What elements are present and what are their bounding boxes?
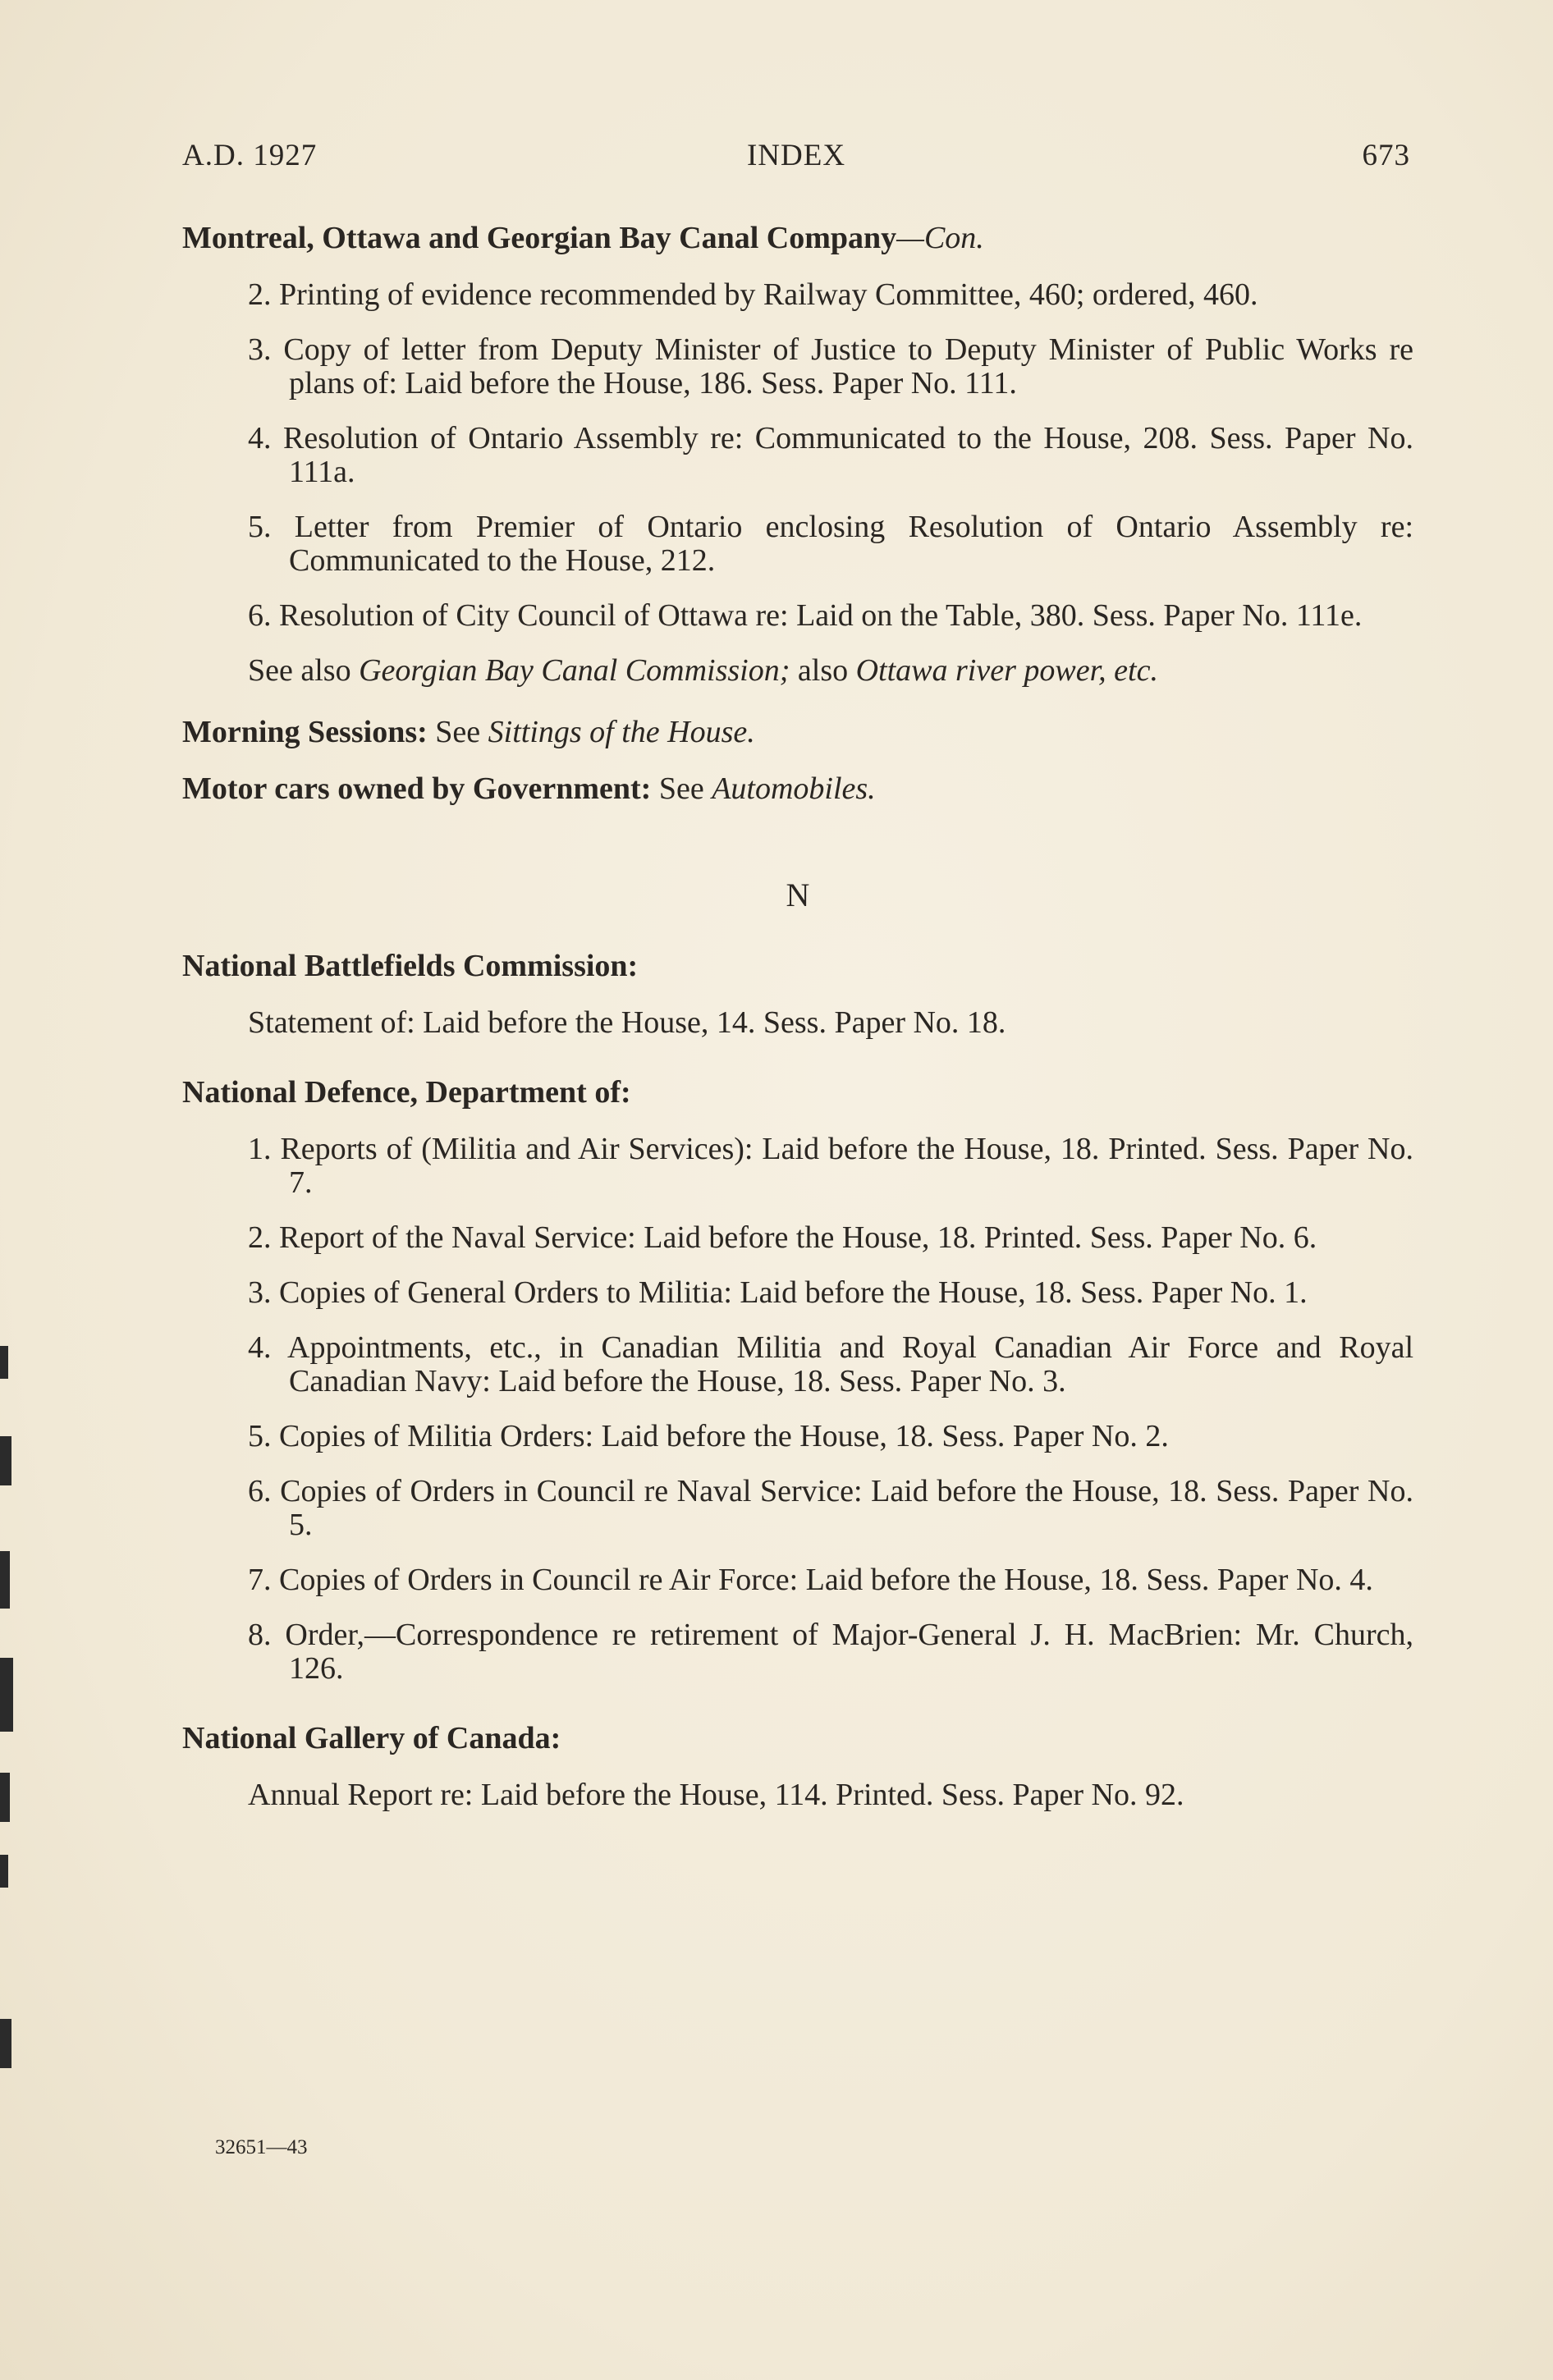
index-entry: 5. Copies of Militia Orders: Laid before the House, 18. Sess. Paper No. 2. — [248, 1419, 1169, 1453]
print-code: 32651—43 — [215, 2136, 308, 2158]
index-entry: 6. Resolution of City Council of Ottawa re: Laid on the Table, 380. Sess. Paper No. 111e. — [248, 598, 1363, 633]
index-entry: 1. Reports of (Militia and Air Services): Laid before the House, 18. Printed. Sess. Paper No. 7. — [248, 1132, 1413, 1200]
index-heading-battlefields: National Battlefields Commission: — [182, 949, 639, 983]
see-also-reference: See also Georgian Bay Canal Commission; also Ottawa river power, etc. — [248, 653, 1158, 688]
index-heading-motor-cars: Motor cars owned by Government: See Automobiles. — [182, 771, 876, 806]
index-content — [182, 222, 1413, 1833]
index-entry: 5. Letter from Premier of Ontario enclosing Resolution of Ontario Assembly re: Communicated to the House, 212. — [248, 510, 1413, 578]
index-entry: 4. Appointments, etc., in Canadian Militia and Royal Canadian Air Force and Royal Canadian Navy: Laid before the House, 18. Sess. Paper No. 3. — [248, 1330, 1413, 1398]
index-heading-national-defence: National Defence, Department of: — [182, 1075, 631, 1110]
index-entry: 6. Copies of Orders in Council re Naval Service: Laid before the House, 18. Sess. Paper No. 5. — [248, 1474, 1413, 1542]
index-entry: 3. Copy of letter from Deputy Minister of Justice to Deputy Minister of Public Works re plans of: Laid before the House, 186. Sess. Paper No. 111. — [248, 332, 1413, 400]
index-entry: 2. Report of the Naval Service: Laid before the House, 18. Printed. Sess. Paper No. 6. — [248, 1220, 1317, 1255]
header-title: INDEX — [746, 139, 846, 172]
page-number: 673 — [1362, 139, 1410, 172]
running-header — [182, 138, 1410, 179]
index-entry: Statement of: Laid before the House, 14. Sess. Paper No. 18. — [248, 1005, 1006, 1040]
index-entry: 3. Copies of General Orders to Militia: Laid before the House, 18. Sess. Paper No. 1. — [248, 1275, 1308, 1310]
index-entry: 4. Resolution of Ontario Assembly re: Communicated to the House, 208. Sess. Paper No. 111a. — [248, 421, 1413, 489]
heading-continued: —Con. — [896, 221, 984, 255]
index-entry: 8. Order,—Correspondence re retirement of Major-General J. H. MacBrien: Mr. Church, 126. — [248, 1618, 1413, 1686]
index-entry: 7. Copies of Orders in Council re Air Force: Laid before the House, 18. Sess. Paper No. 4. — [248, 1563, 1373, 1597]
index-heading-national-gallery: National Gallery of Canada: — [182, 1721, 561, 1755]
section-letter: N — [786, 876, 810, 913]
heading-text: Montreal, Ottawa and Georgian Bay Canal Company — [182, 221, 897, 255]
index-entry: Annual Report re: Laid before the House, 114. Printed. Sess. Paper No. 92. — [248, 1778, 1184, 1812]
header-year: A.D. 1927 — [182, 139, 318, 172]
index-entry: 2. Printing of evidence recommended by Railway Committee, 460; ordered, 460. — [248, 277, 1258, 312]
binding-edge-marks — [0, 1346, 33, 2085]
index-heading-morning-sessions: Morning Sessions: See Sittings of the House. — [182, 715, 755, 749]
index-heading-montreal-canal — [182, 222, 1413, 255]
